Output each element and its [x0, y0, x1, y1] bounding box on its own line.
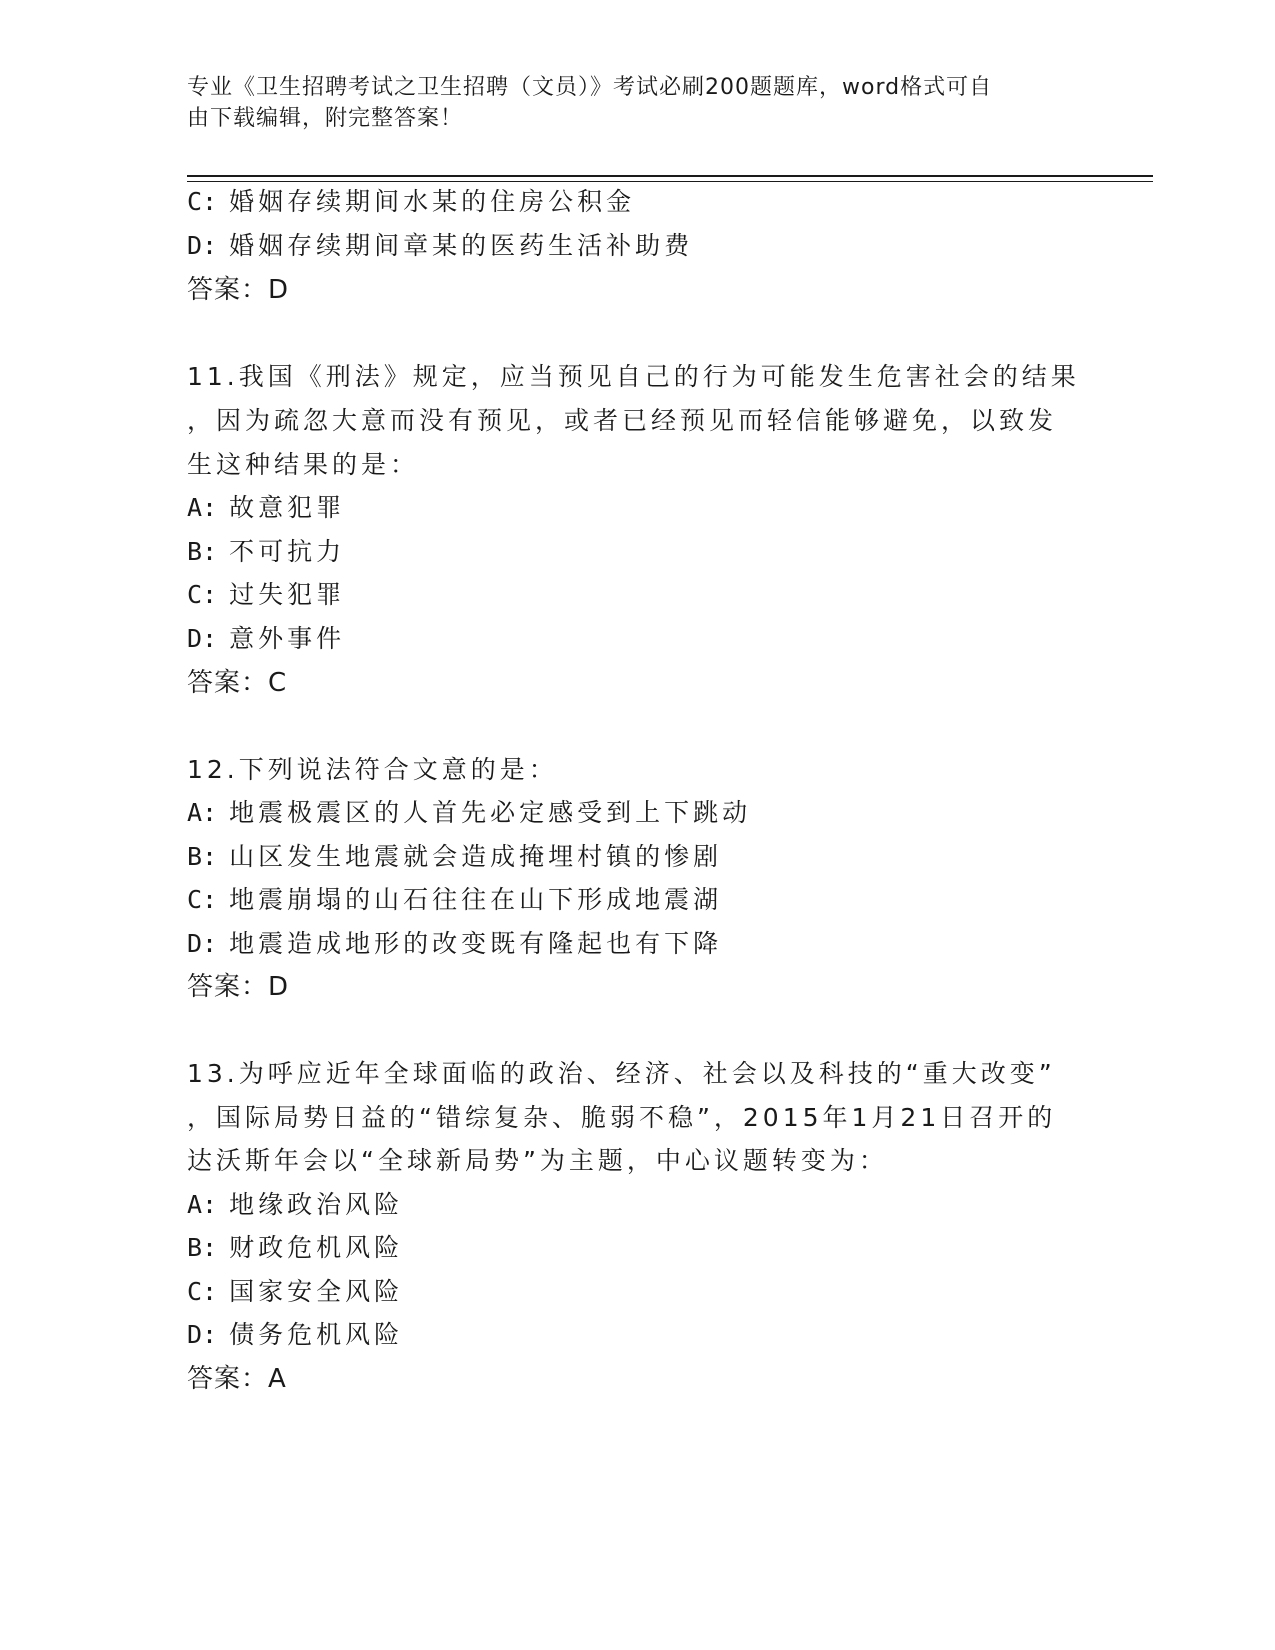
option-letter: D:: [187, 624, 218, 653]
option-text: 财政危机风险: [229, 1233, 404, 1262]
q13-answer: 答案：A: [187, 1364, 287, 1394]
q11-stem-line-1: 11.我国《刑法》规定，应当预见自己的行为可能发生危害社会的结果: [187, 362, 1080, 391]
option-text: 故意犯罪: [229, 493, 346, 522]
q13-stem-line-2: ，国际局势日益的“错综复杂、脆弱不稳”，2015年1月21日召开的: [187, 1103, 1057, 1132]
header-line-2: 由下载编辑，附完整答案！: [187, 106, 464, 131]
option-text: 国家安全风险: [229, 1277, 404, 1306]
option-text: 地震崩塌的山石往往在山下形成地震湖: [229, 885, 723, 914]
q13-option-a: [187, 1190, 403, 1220]
option-text: 意外事件: [229, 624, 346, 653]
q11-option-b: [187, 537, 345, 567]
option-letter: C:: [187, 580, 218, 609]
header-divider-thick: [187, 175, 1153, 177]
option-letter: D:: [187, 231, 218, 260]
q12-option-b: [187, 842, 722, 872]
option-text: 婚姻存续期间章某的医药生活补助费: [229, 231, 694, 260]
q12-option-a: [187, 798, 751, 828]
q11-option-c: [187, 580, 345, 610]
q13-option-d: [187, 1320, 403, 1350]
q10-option-c: [187, 187, 635, 217]
option-text: 婚姻存续期间水某的住房公积金: [229, 187, 636, 216]
q10-answer: 答案：D: [187, 275, 290, 305]
option-letter: C:: [187, 187, 218, 216]
option-letter: C:: [187, 885, 218, 914]
q10-option-d: [187, 231, 693, 261]
option-letter: D:: [187, 929, 218, 958]
header-line-1: 专业《卫生招聘考试之卫生招聘（文员）》考试必刷200题题库，word格式可自: [187, 75, 993, 100]
option-text: 山区发生地震就会造成掩埋村镇的惨剧: [229, 842, 723, 871]
option-letter: B:: [187, 1233, 218, 1262]
q13-option-c: [187, 1277, 403, 1307]
option-letter: A:: [187, 493, 218, 522]
q12-option-c: [187, 885, 722, 915]
option-letter: A:: [187, 798, 218, 827]
option-letter: C:: [187, 1277, 218, 1306]
option-letter: A:: [187, 1190, 218, 1219]
option-text: 地缘政治风险: [229, 1190, 404, 1219]
q11-answer: 答案：C: [187, 668, 288, 698]
document-header: [187, 72, 1067, 134]
option-text: 债务危机风险: [229, 1320, 404, 1349]
option-letter: B:: [187, 537, 218, 566]
option-text: 地震极震区的人首先必定感受到上下跳动: [229, 798, 752, 827]
q11-option-d: [187, 624, 345, 654]
option-letter: D:: [187, 1320, 218, 1349]
q11-option-a: [187, 493, 345, 523]
option-text: 过失犯罪: [229, 580, 346, 609]
q13-stem-line-1: 13.为呼应近年全球面临的政治、经济、社会以及科技的“重大改变”: [187, 1059, 1056, 1088]
option-text: 不可抗力: [229, 537, 346, 566]
q12-answer: 答案：D: [187, 972, 290, 1002]
option-letter: B:: [187, 842, 218, 871]
q13-stem-line-3: 达沃斯年会以“全球新局势”为主题，中心议题转变为：: [187, 1146, 888, 1175]
q11-stem-line-3: 生这种结果的是：: [187, 450, 420, 479]
q13-option-b: [187, 1233, 403, 1263]
q12-option-d: [187, 929, 722, 959]
option-text: 地震造成地形的改变既有隆起也有下降: [229, 929, 723, 958]
header-divider-thin: [187, 181, 1153, 182]
q12-stem-line-1: 12.下列说法符合文意的是：: [187, 755, 558, 784]
q11-stem-line-2: ，因为疏忽大意而没有预见，或者已经预见而轻信能够避免，以致发: [187, 406, 1058, 435]
